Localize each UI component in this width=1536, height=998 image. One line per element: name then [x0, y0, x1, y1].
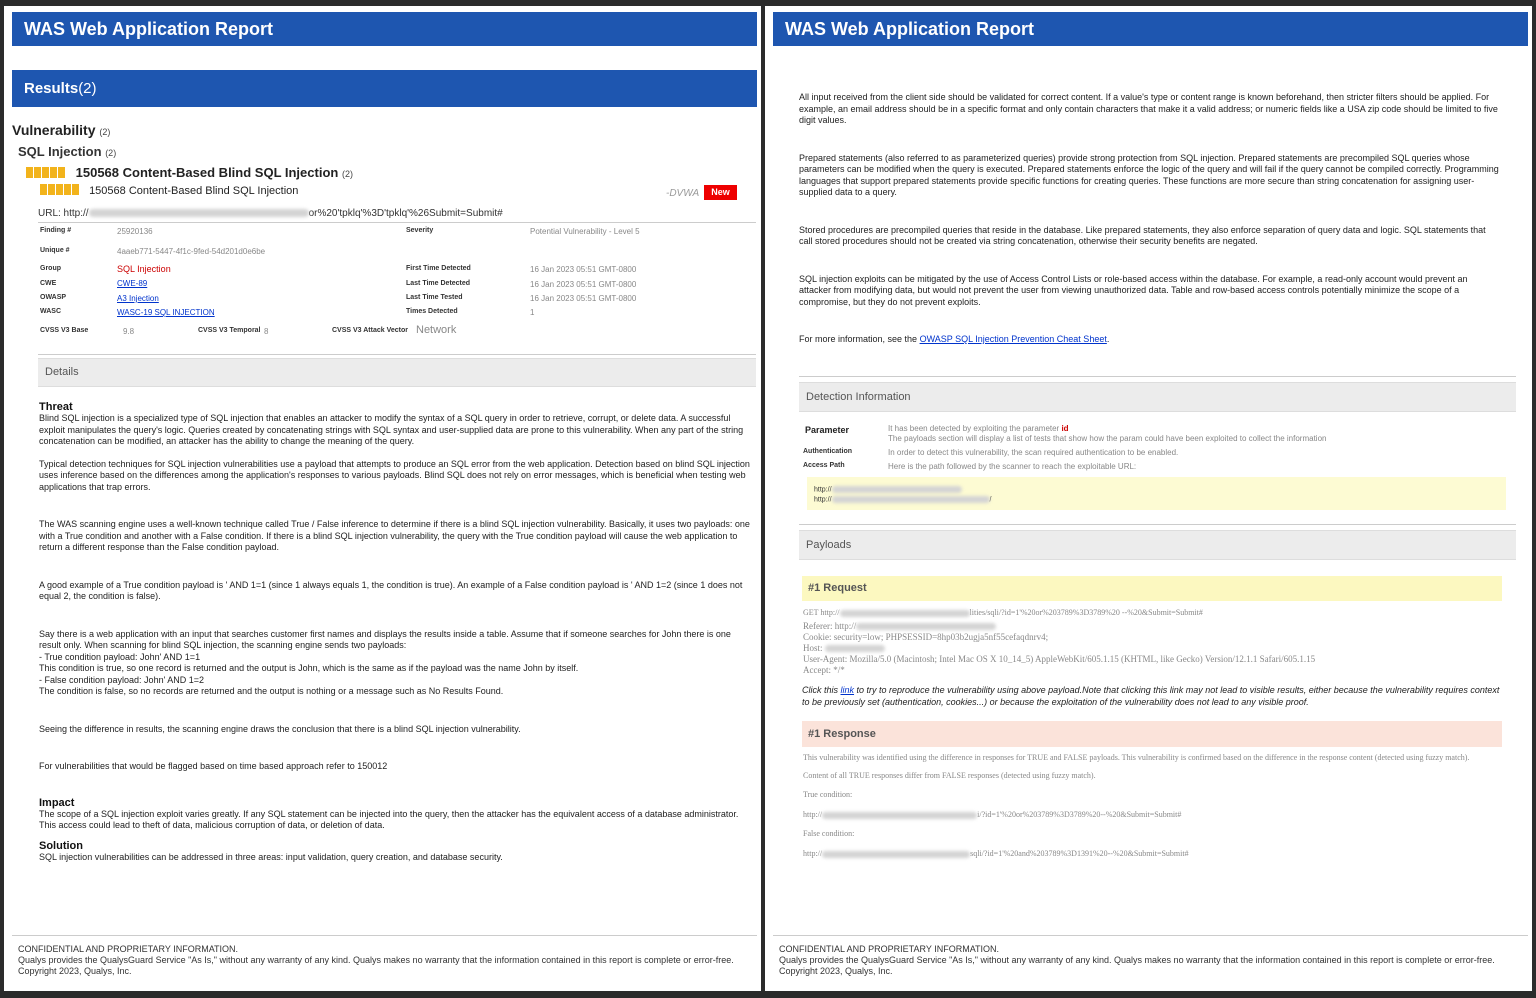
cwe-label: CWE — [40, 280, 57, 287]
threat-example-line: Say there is a web application with an input that searches customer first names and displays the results inside a table. Assume that if someone searches for John there is one result only. When scanning for blind SQL injection, the scanning engine sends two payloads: — [39, 628, 731, 650]
report-title-banner: WAS Web Application Report — [773, 12, 1528, 46]
results-count: (2) — [78, 80, 97, 97]
report-page-left — [4, 6, 761, 991]
impact-paragraph: The scope of a SQL injection exploit varies greatly. If any SQL statement can be injected into the query, then the attacker has the equivalent access of a database administrator. This access could lead to theft of data, malicious corruption of data, or deletion of data. — [39, 808, 739, 830]
access-path-label: Access Path — [803, 462, 845, 469]
request-body — [803, 607, 1503, 676]
true-url-prefix: http:// — [803, 810, 823, 819]
group-heading — [18, 144, 116, 159]
threat-paragraph: Seeing the difference in results, the scanning engine draws the conclusion that there is a blind SQL injection vulnerability. — [39, 723, 521, 734]
owasp-link[interactable]: A3 Injection — [117, 294, 159, 303]
divider — [38, 222, 756, 223]
owasp-cheat-sheet-link[interactable]: OWASP SQL Injection Prevention Cheat Sheet — [919, 334, 1107, 344]
threat-example-line: - False condition payload: John' AND 1=2 — [39, 674, 205, 685]
qid-heading — [26, 165, 353, 181]
request-cookie: Cookie: security=low; PHPSESSID=8hp03b2ugja5nf55cefaqdnrv4; — [803, 632, 1049, 642]
vulnerability-heading — [12, 122, 110, 138]
payloads-section-header: Payloads — [799, 530, 1516, 560]
request-header-line — [803, 621, 1503, 632]
webapp-tag: -DVWA — [666, 188, 700, 199]
reproduce-suffix: to try to reproduce the vulnerability using above payload.Note that clicking this link may not lead to visible results, either because the vulnerability requires context to be previously set (authentication, cookies...) or because the exploitation of the vulnerability does not lead to any visible proof. — [802, 685, 1500, 707]
redacted-host — [832, 486, 962, 493]
redacted-host — [832, 496, 990, 503]
parameter-text-prefix: It has been detected by exploiting the parameter — [888, 424, 1062, 433]
last-detected-label: Last Time Detected — [406, 280, 471, 287]
vulnerability-count: (2) — [99, 127, 111, 137]
footer — [18, 944, 748, 977]
first-detected-label: First Time Detected — [406, 265, 471, 272]
group-count: (2) — [105, 148, 117, 158]
threat-example-line: This condition is true, so one record is returned and the output is John, which is the same as if the payload was the name John by itself. — [39, 663, 579, 673]
cvss-base-value: 9.8 — [123, 327, 135, 336]
footer-confidential: CONFIDENTIAL AND PROPRIETARY INFORMATION. — [779, 944, 1000, 954]
parameter-label: Parameter — [805, 425, 850, 435]
request-heading: #1 Request — [802, 576, 1502, 601]
url-prefix: URL: http:// — [38, 208, 89, 219]
details-body — [39, 401, 751, 863]
access-url-prefix: http:// — [814, 496, 832, 504]
finding-url — [38, 208, 503, 219]
threat-example — [39, 629, 751, 698]
first-detected-value: 16 Jan 2023 05:51 GMT-0800 — [530, 265, 637, 274]
footer-disclaimer: Qualys provides the QualysGuard Service "As Is," without any warranty of any kind. Qualys makes no warranty that the information contained in this report is complete or error-free. Copyright 2023, Qualys, Inc. — [779, 955, 1495, 976]
authentication-text: In order to detect this vulnerability, the scan required authentication to be enabled. — [888, 448, 1179, 457]
footer-divider — [773, 935, 1528, 936]
solution-paragraph: All input received from the client side should be validated for correct content. If a value's type or content range is known beforehand, then stricter filters should be applied. For example, an email address should be in a specific format and only contain characters that make it a valid address; or numeric fields like a USA zip code should be limited to five digit values. — [799, 92, 1498, 125]
cvss-temporal-label: CVSS V3 Temporal — [198, 327, 261, 334]
reproduce-prefix: Click this — [802, 685, 841, 695]
detection-section-header: Detection Information — [799, 382, 1516, 412]
false-condition-label: False condition: — [803, 829, 855, 838]
finding-heading — [40, 184, 298, 198]
threat-paragraph: Blind SQL injection is a specialized type of SQL injection that enables an attacker to modify the syntax of a SQL query in order to retrieve, corrupt, or delete data. A successful exploit manipulates the query's logic. Queries created by concatenating strings with SQL syntax and user-supplied data are prone to this vulnerability. When any part of the string concatenation can be modified, an attacker has the ability to change the meaning of the query. — [39, 413, 744, 446]
threat-paragraph: The WAS scanning engine uses a well-known technique called True / False inference to determine if there is a blind SQL injection vulnerability. Basically, it uses two payloads: one with a True condition and another with a False condition. If there is a blind SQL injection vulnerability, the query with the True condition payload will cause the web application to return a different response than the False condition payload. — [39, 519, 750, 552]
status-badge: New — [704, 185, 737, 200]
threat-paragraph: A good example of a True condition payload is ' AND 1=1 (since 1 always equals 1, the condition is true). An example of a False condition payload is ' AND 1=2 (since 1 does not equal 2, the condition is false). — [39, 579, 743, 601]
response-paragraph: Content of all TRUE responses differ from FALSE responses (detected using fuzzy match). — [803, 771, 1096, 780]
redacted-host — [825, 645, 885, 652]
reproduce-note — [802, 685, 1504, 708]
threat-paragraph: For vulnerabilities that would be flagged based on time based approach refer to 150012 — [39, 761, 388, 771]
true-condition-label: True condition: — [803, 790, 853, 799]
response-heading: #1 Response — [802, 721, 1502, 747]
qid-count: (2) — [341, 169, 353, 179]
response-paragraph: This vulnerability was identified using the difference in responses for TRUE and FALSE payloads. This vulnerability is confirmed based on the difference in the response content (detected using fuzzy match). — [803, 753, 1470, 762]
report-title-banner: WAS Web Application Report — [12, 12, 757, 46]
footer-confidential: CONFIDENTIAL AND PROPRIETARY INFORMATION. — [18, 944, 239, 954]
threat-example-line: The condition is false, so no records are returned and the output is nothing or a message such as No Results Found. — [39, 686, 504, 696]
redacted-host — [856, 623, 996, 630]
last-detected-value: 16 Jan 2023 05:51 GMT-0800 — [530, 280, 637, 289]
parameter-name: id — [1061, 424, 1069, 433]
group-field-value: SQL Injection — [117, 264, 171, 274]
true-condition-url — [803, 809, 1505, 820]
divider — [799, 376, 1516, 377]
last-tested-value: 16 Jan 2023 05:51 GMT-0800 — [530, 294, 637, 303]
vulnerability-label: Vulnerability — [12, 122, 96, 138]
times-detected-value: 1 — [530, 308, 535, 317]
more-info-suffix: . — [1106, 334, 1110, 344]
request-header-line — [803, 643, 1503, 654]
access-path-url — [814, 496, 991, 503]
cwe-link[interactable]: CWE-89 — [117, 279, 148, 288]
owasp-label: OWASP — [40, 294, 67, 301]
access-path-text: Here is the path followed by the scanner to reach the exploitable URL: — [888, 462, 1137, 471]
divider — [38, 354, 756, 355]
solution-paragraph: SQL injection exploits can be mitigated by the use of Access Control Lists or role-based access within the database. For example, a read-only account would prevent an attacker from modifying data, but would not prevent the user from viewing unauthorized data. Table and row-based access controls potentially minimize the scope of a compromise, but they do not prevent exploits. — [799, 273, 1468, 307]
solution-paragraph: Stored procedures are precompiled queries that reside in the database. Like prepared statements, they also enforce separation of query data and logic. SQL statements that call stored procedures should not be created via string concatenation, otherwise their security benefits are negated. — [799, 224, 1486, 246]
parameter-subtext: The payloads section will display a list of tests that show how the param could have been exploited to collect the information — [888, 434, 1327, 443]
redacted-host — [89, 209, 309, 217]
wasc-label: WASC — [40, 308, 61, 315]
wasc-link[interactable]: WASC-19 SQL INJECTION — [117, 308, 215, 317]
access-url-suffix: / — [989, 496, 992, 504]
redacted-host — [822, 812, 977, 819]
severity-bars-icon — [40, 184, 80, 198]
footer-divider — [12, 935, 757, 936]
more-info — [799, 334, 1499, 346]
request-line — [803, 607, 1503, 618]
solution-paragraph: SQL injection vulnerabilities can be addressed in three areas: input validation, query creation, and database security. — [39, 851, 503, 862]
request-get-suffix: lities/sqli/?id=1'%20or%203789%3D3789%20 --%20&Submit=Submit# — [969, 608, 1203, 617]
request-get-prefix: GET http:// — [803, 608, 840, 617]
cvss-base-label: CVSS V3 Base — [40, 327, 89, 334]
false-url-prefix: http:// — [803, 849, 823, 858]
request-referer: Referer: http:// — [803, 621, 857, 631]
times-detected-label: Times Detected — [406, 308, 458, 315]
false-url-suffix: sqli/?id=1'%20and%203789%3D1391%20--%20&Submit=Submit# — [970, 849, 1189, 858]
severity-bars-icon — [26, 166, 66, 181]
finding-number-label: Finding # — [40, 227, 72, 234]
false-condition-url — [803, 848, 1505, 859]
threat-paragraph: Typical detection techniques for SQL injection vulnerabilities use a payload that attempts to produce an SQL error from the web application. Detection based on blind SQL injection uses inference based on the differences among the application's responses to various payloads. Blind SQL does not rely on error messages, which is beneficial when testing web applications that trap errors. — [39, 458, 750, 492]
cvss-temporal-value: 8 — [264, 327, 269, 336]
report-page-right — [765, 6, 1532, 991]
url-suffix: or%20'tpklq'%3D'tpklq'%26Submit=Submit# — [308, 208, 503, 219]
access-path-box — [807, 477, 1506, 510]
solution-continued — [799, 92, 1499, 346]
authentication-label: Authentication — [803, 448, 852, 455]
group-label: SQL Injection — [18, 144, 102, 159]
request-user-agent: User-Agent: Mozilla/5.0 (Macintosh; Intel Mac OS X 10_14_5) AppleWebKit/605.1.15 (KHTML, like Gecko) Version/12.1.1 Safari/605.1.15 — [803, 654, 1316, 664]
threat-example-line: - True condition payload: John' AND 1=1 — [39, 651, 201, 662]
more-info-prefix: For more information, see the — [799, 334, 920, 344]
footer — [779, 944, 1514, 977]
solution-paragraph: Prepared statements (also referred to as parameterized queries) provide strong protection from SQL injection. Prepared statements are precompiled SQL queries whose parameters can be modified when the query is executed. Prepared statements enforce the logic of the query and will fail if the query cannot be compiled correctly. Programming languages that support prepared statements provide specific functions for creating queries. These functions are more secure than string concatenation for assigning user-supplied data to a query. — [799, 152, 1499, 197]
finding-number-value: 25920136 — [117, 227, 153, 236]
request-host: Host: — [803, 643, 823, 653]
solution-heading: Solution — [39, 839, 83, 852]
response-body — [803, 752, 1505, 859]
impact-heading: Impact — [39, 796, 75, 809]
cvss-vector-value: Network — [416, 324, 457, 336]
results-header — [12, 70, 757, 107]
reproduce-link[interactable]: link — [840, 685, 855, 695]
unique-number-value: 4aaeb771-5447-4f1c-9fed-54d201d0e6be — [117, 247, 266, 256]
divider — [799, 524, 1516, 525]
redacted-host — [840, 610, 970, 617]
severity-value: Potential Vulnerability - Level 5 — [530, 227, 640, 236]
parameter-text — [888, 424, 1069, 433]
access-url-prefix: http:// — [814, 486, 832, 494]
unique-number-label: Unique # — [40, 247, 70, 254]
threat-heading: Threat — [39, 401, 73, 413]
redacted-host — [822, 851, 970, 858]
true-url-suffix: i/?id=1'%20or%203789%3D3789%20--%20&Submit=Submit# — [977, 810, 1182, 819]
severity-label: Severity — [406, 227, 434, 234]
group-field-label: Group — [40, 265, 61, 272]
request-accept: Accept: */* — [803, 665, 845, 675]
results-label: Results — [24, 80, 79, 97]
finding-title: 150568 Content-Based Blind SQL Injection — [89, 184, 299, 197]
last-tested-label: Last Time Tested — [406, 294, 463, 301]
cvss-vector-label: CVSS V3 Attack Vector — [332, 327, 408, 334]
access-path-url — [814, 486, 962, 493]
footer-disclaimer: Qualys provides the QualysGuard Service "As Is," without any warranty of any kind. Qualys makes no warranty that the information contained in this report is complete or error-free. Copyright 2023, Qualys, Inc. — [18, 955, 734, 976]
qid-title: 150568 Content-Based Blind SQL Injection — [75, 165, 339, 180]
details-section-header: Details — [38, 358, 756, 387]
